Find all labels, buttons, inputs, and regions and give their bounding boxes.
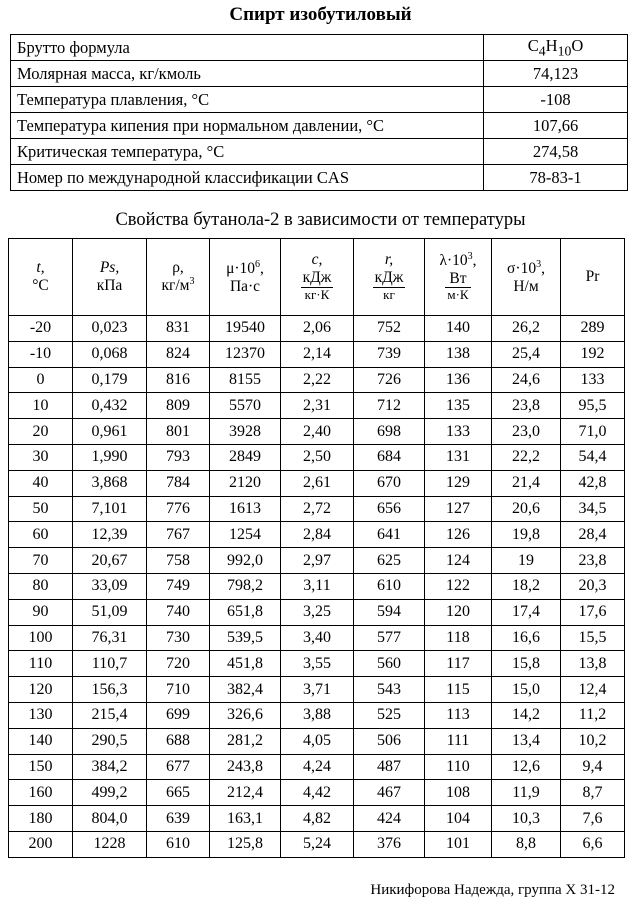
- cell-mu: 382,4: [210, 677, 281, 703]
- cell-lambda: 120: [425, 599, 492, 625]
- cell-rho: 710: [147, 677, 210, 703]
- cell-lambda: 124: [425, 548, 492, 574]
- cell-lambda: 126: [425, 522, 492, 548]
- cell-lambda: 138: [425, 341, 492, 367]
- cell-mu: 798,2: [210, 573, 281, 599]
- cell-r: 610: [354, 573, 425, 599]
- cell-t: 10: [9, 393, 73, 419]
- cell-lambda: 104: [425, 806, 492, 832]
- cell-t: 200: [9, 831, 73, 857]
- cell-r: 487: [354, 754, 425, 780]
- cell-lambda: 118: [425, 625, 492, 651]
- cell-pr: 133: [561, 367, 625, 393]
- property-label: Номер по международной классификации CAS: [11, 165, 484, 191]
- property-value: 274,58: [484, 139, 628, 165]
- cell-ps: 0,432: [73, 393, 147, 419]
- cell-pr: 95,5: [561, 393, 625, 419]
- cell-sigma: 17,4: [492, 599, 561, 625]
- cell-pr: 17,6: [561, 599, 625, 625]
- cell-sigma: 25,4: [492, 341, 561, 367]
- cell-t: 50: [9, 496, 73, 522]
- cell-t: 0: [9, 367, 73, 393]
- author-signature: Никифорова Надежда, группа Х 31-12: [370, 882, 615, 898]
- property-value: $C_4H_{10}O$: [484, 35, 628, 61]
- cell-pr: 10,2: [561, 728, 625, 754]
- header-t: t, °С: [9, 239, 73, 316]
- cell-c: 3,40: [281, 625, 354, 651]
- cell-sigma: 10,3: [492, 806, 561, 832]
- cell-mu: 125,8: [210, 831, 281, 857]
- cell-sigma: 22,2: [492, 444, 561, 470]
- cell-sigma: 13,4: [492, 728, 561, 754]
- cell-sigma: 21,4: [492, 470, 561, 496]
- cell-c: 3,71: [281, 677, 354, 703]
- cell-pr: 15,5: [561, 625, 625, 651]
- cell-mu: 19540: [210, 316, 281, 342]
- cell-ps: 51,09: [73, 599, 147, 625]
- cell-lambda: 108: [425, 780, 492, 806]
- cell-c: 2,22: [281, 367, 354, 393]
- cell-mu: 451,8: [210, 651, 281, 677]
- cell-pr: 289: [561, 316, 625, 342]
- cell-sigma: 19,8: [492, 522, 561, 548]
- header-mu: $\mu\cdot 10^6$, Па·с: [210, 239, 281, 316]
- cell-ps: 1228: [73, 831, 147, 857]
- cell-mu: 243,8: [210, 754, 281, 780]
- cell-c: 3,55: [281, 651, 354, 677]
- table-row: [9, 419, 625, 445]
- cell-rho: 784: [147, 470, 210, 496]
- property-row: [11, 139, 628, 165]
- cell-sigma: 18,2: [492, 573, 561, 599]
- cell-lambda: 111: [425, 728, 492, 754]
- cell-ps: 0,068: [73, 341, 147, 367]
- header-sigma: $\sigma\cdot 10^3$, Н/м: [492, 239, 561, 316]
- header-c: c, $\frac{\text{кДж}}{кг\cdot К}$: [281, 239, 354, 316]
- table-row: [9, 754, 625, 780]
- property-row: [11, 113, 628, 139]
- cell-mu: 2849: [210, 444, 281, 470]
- property-label: Температура плавления, °С: [11, 87, 484, 113]
- cell-t: 180: [9, 806, 73, 832]
- cell-lambda: 140: [425, 316, 492, 342]
- cell-c: 4,05: [281, 728, 354, 754]
- cell-pr: 8,7: [561, 780, 625, 806]
- cell-sigma: 12,6: [492, 754, 561, 780]
- property-value: -108: [484, 87, 628, 113]
- cell-r: 424: [354, 806, 425, 832]
- cell-pr: 192: [561, 341, 625, 367]
- cell-t: 120: [9, 677, 73, 703]
- cell-r: 712: [354, 393, 425, 419]
- cell-ps: 0,179: [73, 367, 147, 393]
- cell-t: 160: [9, 780, 73, 806]
- cell-t: 90: [9, 599, 73, 625]
- cell-lambda: 101: [425, 831, 492, 857]
- cell-mu: 1254: [210, 522, 281, 548]
- table-row: [9, 341, 625, 367]
- cell-ps: 12,39: [73, 522, 147, 548]
- cell-rho: 776: [147, 496, 210, 522]
- cell-r: 625: [354, 548, 425, 574]
- property-value: 78-83-1: [484, 165, 628, 191]
- cell-pr: 12,4: [561, 677, 625, 703]
- cell-r: 506: [354, 728, 425, 754]
- cell-mu: 281,2: [210, 728, 281, 754]
- cell-mu: 651,8: [210, 599, 281, 625]
- cell-t: 130: [9, 702, 73, 728]
- cell-c: 3,25: [281, 599, 354, 625]
- cell-ps: 215,4: [73, 702, 147, 728]
- cell-r: 525: [354, 702, 425, 728]
- cell-lambda: 115: [425, 677, 492, 703]
- cell-mu: 3928: [210, 419, 281, 445]
- property-row: [11, 35, 628, 61]
- properties-table: [10, 34, 628, 191]
- table-row: [9, 677, 625, 703]
- cell-mu: 212,4: [210, 780, 281, 806]
- cell-t: 80: [9, 573, 73, 599]
- cell-lambda: 129: [425, 470, 492, 496]
- property-label: Молярная масса, кг/кмоль: [11, 61, 484, 87]
- cell-ps: 110,7: [73, 651, 147, 677]
- cell-mu: 163,1: [210, 806, 281, 832]
- cell-ps: 290,5: [73, 728, 147, 754]
- cell-r: 560: [354, 651, 425, 677]
- cell-sigma: 19: [492, 548, 561, 574]
- cell-r: 641: [354, 522, 425, 548]
- table-row: [9, 470, 625, 496]
- cell-rho: 758: [147, 548, 210, 574]
- cell-lambda: 113: [425, 702, 492, 728]
- table-row: [9, 651, 625, 677]
- cell-mu: 326,6: [210, 702, 281, 728]
- cell-lambda: 133: [425, 419, 492, 445]
- header-pr: Pr: [561, 239, 625, 316]
- cell-c: 2,84: [281, 522, 354, 548]
- cell-rho: 730: [147, 625, 210, 651]
- table-row: [9, 393, 625, 419]
- cell-pr: 71,0: [561, 419, 625, 445]
- table-row: [9, 806, 625, 832]
- cell-sigma: 11,9: [492, 780, 561, 806]
- cell-ps: 3,868: [73, 470, 147, 496]
- cell-mu: 5570: [210, 393, 281, 419]
- cell-sigma: 8,8: [492, 831, 561, 857]
- table-row: [9, 625, 625, 651]
- header-rho: ρ, $кг/м^3$: [147, 239, 210, 316]
- cell-sigma: 16,6: [492, 625, 561, 651]
- cell-r: 752: [354, 316, 425, 342]
- table-row: [9, 522, 625, 548]
- cell-r: 577: [354, 625, 425, 651]
- cell-r: 739: [354, 341, 425, 367]
- cell-sigma: 20,6: [492, 496, 561, 522]
- cell-c: 2,61: [281, 470, 354, 496]
- cell-t: 150: [9, 754, 73, 780]
- cell-mu: 2120: [210, 470, 281, 496]
- cell-pr: 34,5: [561, 496, 625, 522]
- cell-sigma: 15,8: [492, 651, 561, 677]
- cell-sigma: 14,2: [492, 702, 561, 728]
- cell-ps: 499,2: [73, 780, 147, 806]
- cell-t: 140: [9, 728, 73, 754]
- cell-c: 4,42: [281, 780, 354, 806]
- table-row: [9, 702, 625, 728]
- cell-rho: 639: [147, 806, 210, 832]
- property-row: [11, 61, 628, 87]
- header-lambda: $\lambda\cdot 10^3$, $\frac{Вт}{м\cdot К}$: [425, 239, 492, 316]
- cell-pr: 42,8: [561, 470, 625, 496]
- cell-c: 2,40: [281, 419, 354, 445]
- cell-t: 40: [9, 470, 73, 496]
- cell-mu: 8155: [210, 367, 281, 393]
- cell-t: 30: [9, 444, 73, 470]
- cell-rho: 809: [147, 393, 210, 419]
- property-label: Температура кипения при нормальном давлении, °С: [11, 113, 484, 139]
- cell-mu: 992,0: [210, 548, 281, 574]
- cell-rho: 688: [147, 728, 210, 754]
- cell-ps: 0,023: [73, 316, 147, 342]
- cell-lambda: 131: [425, 444, 492, 470]
- cell-ps: 1,990: [73, 444, 147, 470]
- cell-pr: 6,6: [561, 831, 625, 857]
- cell-sigma: 23,0: [492, 419, 561, 445]
- cell-ps: 7,101: [73, 496, 147, 522]
- table-row: [9, 316, 625, 342]
- property-value: 107,66: [484, 113, 628, 139]
- cell-t: 70: [9, 548, 73, 574]
- property-row: [11, 165, 628, 191]
- cell-c: 2,14: [281, 341, 354, 367]
- cell-rho: 801: [147, 419, 210, 445]
- cell-pr: 28,4: [561, 522, 625, 548]
- cell-c: 5,24: [281, 831, 354, 857]
- header-ps: Ps, кПа: [73, 239, 147, 316]
- cell-c: 2,97: [281, 548, 354, 574]
- cell-r: 698: [354, 419, 425, 445]
- cell-ps: 0,961: [73, 419, 147, 445]
- cell-c: 4,82: [281, 806, 354, 832]
- table-row: [9, 780, 625, 806]
- cell-mu: 539,5: [210, 625, 281, 651]
- cell-c: 4,24: [281, 754, 354, 780]
- cell-ps: 33,09: [73, 573, 147, 599]
- table-row: [9, 728, 625, 754]
- cell-t: 110: [9, 651, 73, 677]
- cell-t: -20: [9, 316, 73, 342]
- cell-rho: 793: [147, 444, 210, 470]
- cell-rho: 824: [147, 341, 210, 367]
- cell-lambda: 127: [425, 496, 492, 522]
- cell-rho: 677: [147, 754, 210, 780]
- cell-r: 726: [354, 367, 425, 393]
- table-row: [9, 367, 625, 393]
- cell-c: 2,72: [281, 496, 354, 522]
- cell-lambda: 136: [425, 367, 492, 393]
- cell-c: 2,31: [281, 393, 354, 419]
- cell-t: 100: [9, 625, 73, 651]
- cell-mu: 1613: [210, 496, 281, 522]
- cell-c: 3,11: [281, 573, 354, 599]
- table-row: [9, 831, 625, 857]
- table-row: [9, 444, 625, 470]
- cell-t: 20: [9, 419, 73, 445]
- cell-ps: 76,31: [73, 625, 147, 651]
- cell-ps: 20,67: [73, 548, 147, 574]
- table-row: [9, 599, 625, 625]
- cell-rho: 749: [147, 573, 210, 599]
- cell-c: 2,50: [281, 444, 354, 470]
- cell-rho: 767: [147, 522, 210, 548]
- cell-pr: 11,2: [561, 702, 625, 728]
- cell-r: 543: [354, 677, 425, 703]
- cell-c: 2,06: [281, 316, 354, 342]
- cell-rho: 816: [147, 367, 210, 393]
- cell-rho: 699: [147, 702, 210, 728]
- cell-lambda: 110: [425, 754, 492, 780]
- cell-c: 3,88: [281, 702, 354, 728]
- cell-t: 60: [9, 522, 73, 548]
- cell-lambda: 117: [425, 651, 492, 677]
- cell-ps: 384,2: [73, 754, 147, 780]
- table-subtitle: Свойства бутанола-2 в зависимости от температуры: [115, 210, 526, 230]
- cell-pr: 23,8: [561, 548, 625, 574]
- property-label: Критическая температура, °С: [11, 139, 484, 165]
- cell-pr: 7,6: [561, 806, 625, 832]
- cell-t: -10: [9, 341, 73, 367]
- cell-rho: 665: [147, 780, 210, 806]
- cell-r: 656: [354, 496, 425, 522]
- cell-r: 594: [354, 599, 425, 625]
- cell-sigma: 15,0: [492, 677, 561, 703]
- cell-lambda: 135: [425, 393, 492, 419]
- cell-ps: 804,0: [73, 806, 147, 832]
- cell-lambda: 122: [425, 573, 492, 599]
- cell-pr: 54,4: [561, 444, 625, 470]
- cell-rho: 720: [147, 651, 210, 677]
- header-r: r, $\frac{\text{кДж}}{кг}$: [354, 239, 425, 316]
- cell-sigma: 26,2: [492, 316, 561, 342]
- page-title: Спирт изобутиловый: [229, 4, 412, 25]
- property-row: [11, 87, 628, 113]
- cell-pr: 20,3: [561, 573, 625, 599]
- cell-sigma: 23,8: [492, 393, 561, 419]
- cell-rho: 610: [147, 831, 210, 857]
- cell-r: 376: [354, 831, 425, 857]
- temperature-properties-table: [8, 238, 625, 858]
- cell-r: 467: [354, 780, 425, 806]
- property-value: 74,123: [484, 61, 628, 87]
- table-row: [9, 573, 625, 599]
- cell-r: 670: [354, 470, 425, 496]
- table-row: [9, 496, 625, 522]
- cell-ps: 156,3: [73, 677, 147, 703]
- cell-pr: 9,4: [561, 754, 625, 780]
- cell-r: 684: [354, 444, 425, 470]
- table-header-row: [9, 239, 625, 316]
- cell-pr: 13,8: [561, 651, 625, 677]
- cell-rho: 831: [147, 316, 210, 342]
- cell-mu: 12370: [210, 341, 281, 367]
- property-label: Брутто формула: [11, 35, 484, 61]
- cell-sigma: 24,6: [492, 367, 561, 393]
- table-row: [9, 548, 625, 574]
- cell-rho: 740: [147, 599, 210, 625]
